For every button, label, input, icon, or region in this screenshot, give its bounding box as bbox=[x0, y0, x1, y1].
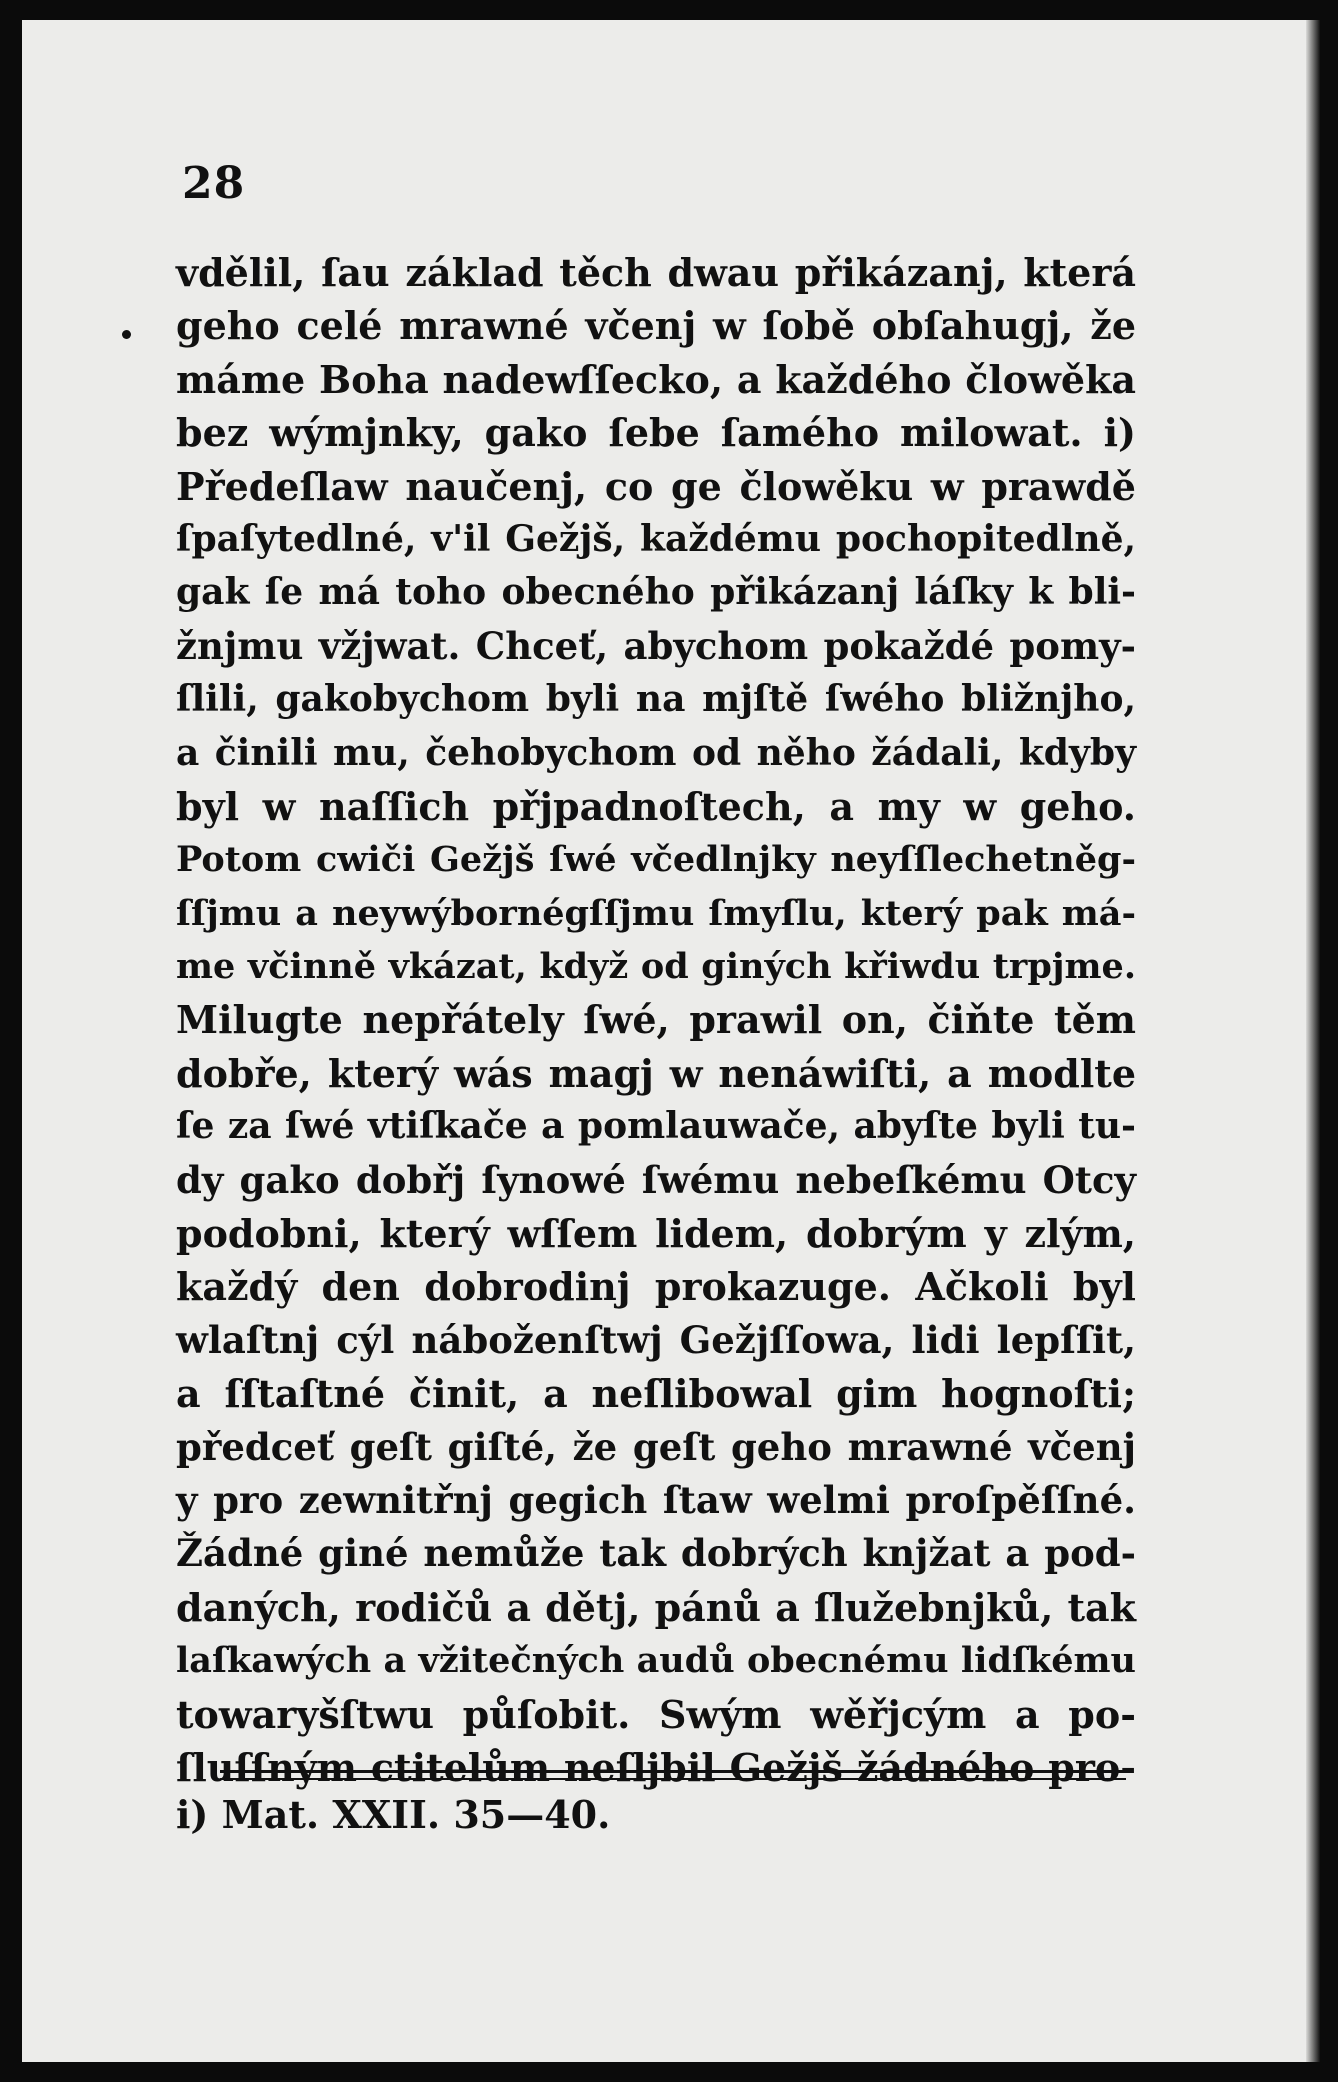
text-line: máme Boha nadewſſecko, a každého člowěka bbox=[176, 356, 1136, 402]
footnote-rule bbox=[220, 1770, 1126, 1773]
footnote: i) Mat. XXII. 35—40. bbox=[176, 1792, 611, 1837]
text-line: daných, rodičů a dětj, pánů a ſlužebnjků, tak bbox=[176, 1584, 1136, 1630]
text-line: ſe za ſwé vtiſkače a pomlauwače, abyſte byli tu- bbox=[176, 1105, 1136, 1148]
footnote-rule-thin bbox=[220, 1778, 1126, 1780]
text-line: Předeſlaw naučenj, co ge člowěku w prawdě bbox=[176, 463, 1136, 509]
text-line: ſluſſným ctitelům neſljbil Gežjš žádného pro- bbox=[176, 1744, 1136, 1790]
text-line: každý den dobrodinj prokazuge. Ačkoli byl bbox=[176, 1264, 1136, 1310]
text-line: dobře, který wás magj w nenáwiſti, a modlte bbox=[176, 1050, 1136, 1096]
text-line: ſlili, gakobychom byli na mjſtě ſwého bližnjho, bbox=[176, 678, 1136, 721]
text-line: gak ſe má toho obecného přikázanj láſky k bli- bbox=[176, 571, 1136, 614]
text-line: y pro zewnitřnj gegich ſtaw welmi proſpěſſné. bbox=[176, 1477, 1136, 1522]
text-line: me včinně vkázat, když od giných křiwdu trpjme. bbox=[176, 946, 1136, 988]
text-line: ſſjmu a neywýbornégſſjmu ſmyſlu, který pak má- bbox=[176, 892, 1136, 934]
text-line: geho celé mrawné včenj w ſobě obſahugj, že bbox=[176, 303, 1136, 349]
text-line: dy gako dobřj ſynowé ſwému nebeſkému Otcy bbox=[176, 1157, 1136, 1202]
text-line: Milugte nepřátely ſwé, prawil on, čiňte těm bbox=[176, 997, 1136, 1043]
text-line: byl w naſſich přjpadnoſtech, a my w geho. bbox=[176, 783, 1136, 829]
text-line: podobni, který wſſem lidem, dobrým y zlým, bbox=[176, 1211, 1136, 1257]
text-line: a činili mu, čehobychom od něho žádali, kdyby bbox=[176, 731, 1136, 774]
text-line: towaryšſtwu půſobit. Swým wěřjcým a po- bbox=[176, 1691, 1136, 1737]
text-line: bez wýmjnky, gako ſebe ſamého milowat. i) bbox=[176, 410, 1136, 456]
text-line: wlaſtnj cýl náboženſtwj Gežjſſowa, lidi lepſſit, bbox=[176, 1317, 1136, 1362]
page-edge bbox=[1306, 20, 1320, 2062]
body-text bbox=[176, 246, 1136, 1794]
page-number: 28 bbox=[182, 158, 246, 209]
text-line: ſpaſytedlné, v'il Gežjš, každému pochopitedlně, bbox=[176, 517, 1136, 560]
text-line: předceť geſt giſté, že geſt geho mrawné včenj bbox=[176, 1424, 1136, 1469]
text-line: Žádné giné nemůže tak dobrých knjžat a pod- bbox=[176, 1531, 1136, 1576]
text-line: žnjmu vžjwat. Chceť, abychom pokaždé pomy- bbox=[176, 623, 1136, 668]
text-line: a ſſtaſtné činit, a neſlibowal gim hognoſti; bbox=[176, 1371, 1136, 1417]
text-line: vdělil, ſau základ těch dwau přikázanj, která bbox=[176, 250, 1136, 295]
text-line: laſkawých a vžitečných audů obecnému lidſkému bbox=[176, 1640, 1136, 1682]
margin-dot bbox=[122, 330, 131, 339]
text-line: Potom cwiči Gežjš ſwé včedlnjky neyſſlechetněg- bbox=[176, 839, 1136, 881]
